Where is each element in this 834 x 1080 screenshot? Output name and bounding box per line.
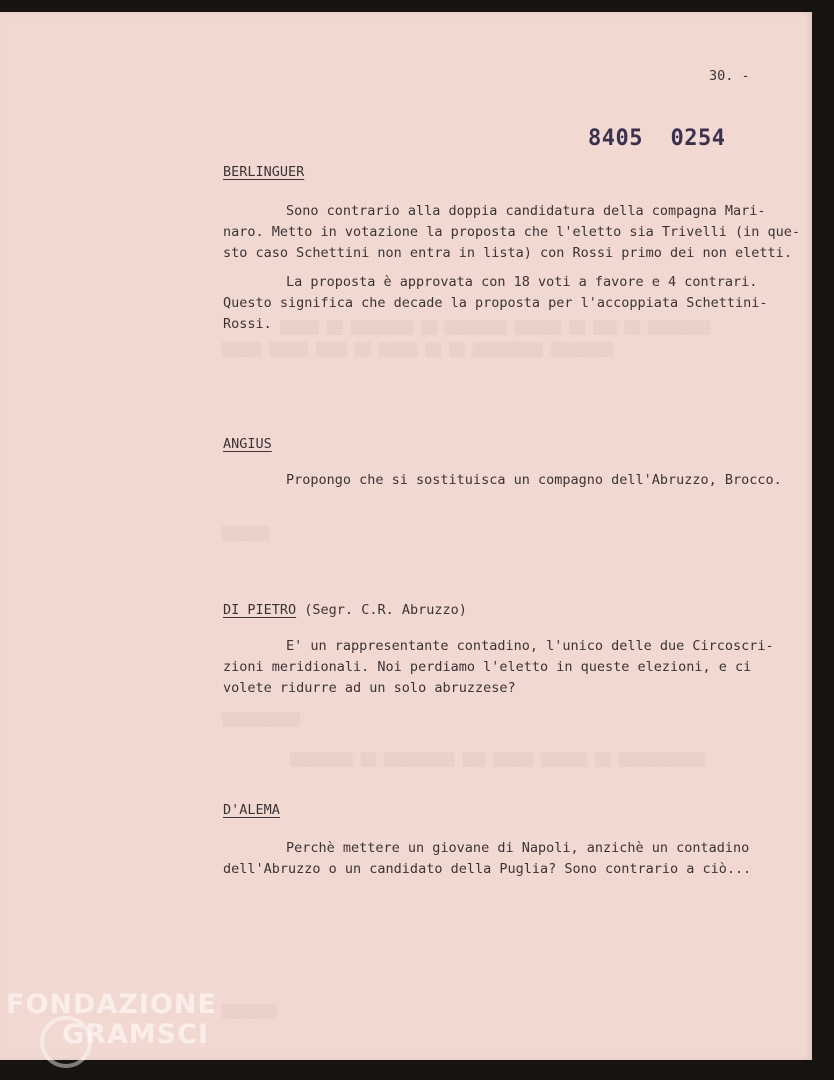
speaker-name: D'ALEMA [223, 802, 280, 818]
document-number-stamp: 8405 0254 [588, 126, 726, 151]
paragraph-line: La proposta è approvata con 18 voti a favore e 4 contrari. [286, 274, 758, 290]
paragraph-line: E' un rappresentante contadino, l'unico delle due Circoscri- [286, 638, 774, 654]
bleed-through-text: ▒▒▒▒▒▒▒▒ ▒▒ ▒▒▒▒▒▒▒▒▒ ▒▒▒ ▒▒▒▒▒ ▒▒▒▒▒▒ ▒▒ ▒▒▒▒▒▒▒▒▒▒▒ [290, 753, 705, 768]
paragraph-line: Propongo che si sostituisca un compagno dell'Abruzzo, Brocco. [286, 472, 782, 488]
bleed-through-text: ▒▒▒▒▒▒▒▒▒▒ [222, 713, 301, 728]
paragraph-line: sto caso Schettini non entra in lista) con Rossi primo dei non eletti. [223, 245, 792, 261]
watermark-line-2: GRAMSCI [62, 1019, 210, 1050]
speaker-name: DI PIETRO [223, 602, 297, 618]
document-page [0, 12, 812, 1060]
bleed-through-text: ▒▒▒▒▒ ▒▒▒▒▒ ▒▒▒▒ ▒▒ ▒▒▒▒▒ ▒▒ ▒▒ ▒▒▒▒▒▒▒▒▒ ▒▒▒▒▒▒▒▒ [222, 343, 614, 358]
paragraph-line: volete ridurre ad un solo abruzzese? [223, 680, 516, 696]
watermark-line-1: FONDAZIONE [6, 989, 217, 1020]
speaker-heading [223, 600, 467, 621]
speaker-note: (Segr. C.R. Abruzzo) [304, 602, 467, 618]
paragraph-line: Questo significa che decade la proposta per l'accoppiata Schettini- [223, 295, 768, 311]
paragraph-line: Sono contrario alla doppia candidatura della compagna Mari- [286, 203, 766, 219]
speaker-name: ANGIUS [223, 436, 272, 452]
paragraph-line: zioni meridionali. Noi perdiamo l'eletto in queste elezioni, e ci [223, 659, 752, 675]
paragraph-line: Perchè mettere un giovane di Napoli, anzichè un contadino [286, 840, 750, 856]
page-number: 30. - [709, 68, 750, 84]
bleed-through-text: ▒▒▒▒▒▒▒ [222, 1005, 277, 1020]
paragraph-line: naro. Metto in votazione la proposta che l'eletto sia Trivelli (in que- [223, 224, 801, 240]
fondazione-gramsci-watermark [6, 990, 217, 1050]
paragraph-line: dell'Abruzzo o un candidato della Puglia? Sono contrario a ciò... [223, 861, 752, 877]
speaker-name: BERLINGUER [223, 164, 305, 180]
bleed-through-text: ▒▒▒▒▒ ▒▒ ▒▒▒▒▒▒▒▒ ▒▒ ▒▒▒▒▒▒▒▒ ▒▒▒▒▒▒ ▒▒ ▒▒▒ ▒▒ ▒▒▒▒▒▒▒▒ [280, 321, 711, 336]
paragraph-line: Rossi. [223, 316, 272, 332]
bleed-through-text: ▒▒▒▒▒▒ [222, 527, 269, 542]
